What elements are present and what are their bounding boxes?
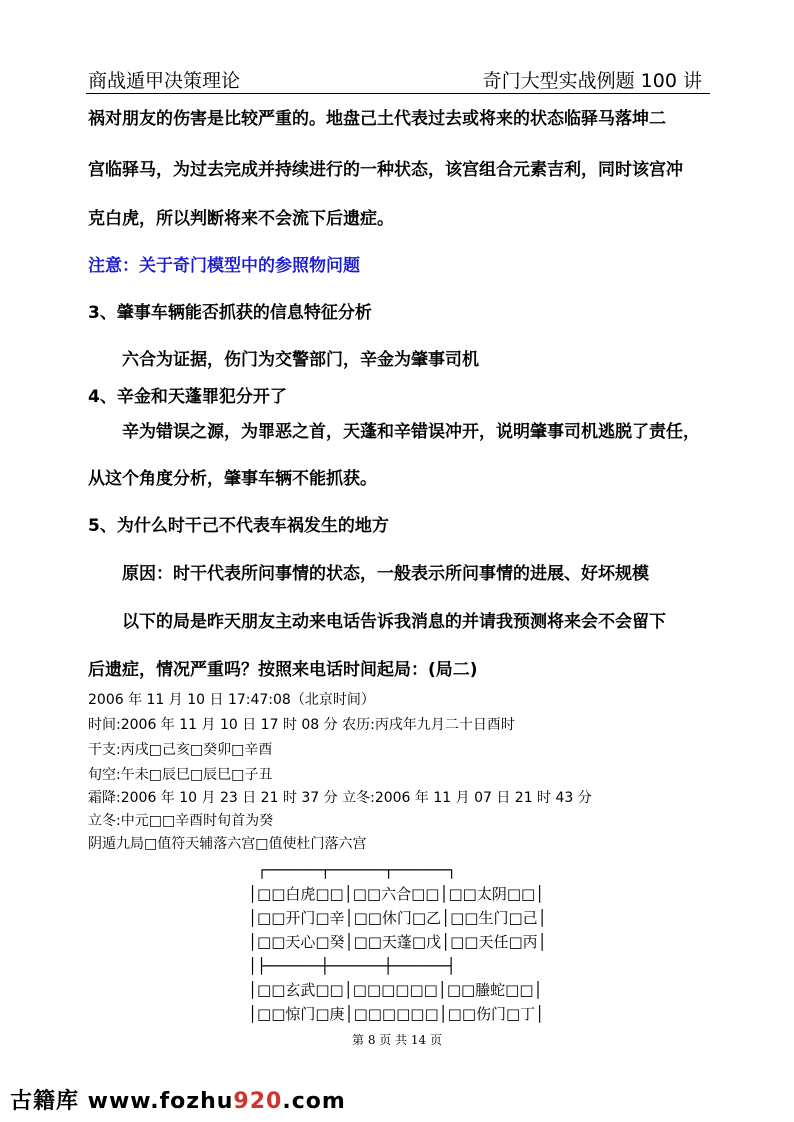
grid-row: │├──────┼──────┼──────┤ xyxy=(248,957,456,975)
section-4-heading: 4、辛金和天蓬罪犯分开了 xyxy=(88,387,287,407)
body-line-3: 克白虎，所以判断将来不会流下后遗症。 xyxy=(88,209,394,229)
paragraph-6-line-2: 后遗症，情况严重吗？按照来电话时间起局：(局二) xyxy=(88,660,478,680)
section-5-text: 原因：时干代表所问事情的状态，一般表示所问事情的进展、好坏规模 xyxy=(122,564,649,584)
brand-prefix: 古籍库 www.fozhu xyxy=(10,1089,234,1114)
chart-info-time: 时间:2006 年 11 月 10 日 17 时 08 分 农历:丙戌年九月二十日酉时 xyxy=(88,717,515,733)
header-rule xyxy=(86,93,710,94)
grid-row: │□□玄武□□│□□□□□□│□□螣蛇□□│ xyxy=(248,981,543,999)
paragraph-6-line-1: 以下的局是昨天朋友主动来电话告诉我消息的并请我预测将来会不会留下 xyxy=(122,612,666,632)
header-left-title: 商战遁甲决策理论 xyxy=(88,70,241,92)
chart-info-solar-terms: 霜降:2006 年 10 月 23 日 21 时 37 分 立冬:2006 年 11 月 07 日 21 时 43 分 xyxy=(88,790,592,806)
grid-row: │□□白虎□□│□□六合□□│□□太阴□□│ xyxy=(248,885,545,903)
chart-info-ganzhi: 干支:丙戌□己亥□癸卯□辛酉 xyxy=(88,742,273,758)
grid-row: │□□惊门□庚│□□□□□□│□□伤门□丁│ xyxy=(248,1005,545,1023)
chart-info-xunkong: 旬空:午未□辰巳□辰巳□子丑 xyxy=(88,767,273,783)
chart-info-datetime: 2006 年 11 月 10 日 17:47:08（北京时间） xyxy=(88,692,375,708)
chart-info-yuan: 立冬:中元□□辛酉时旬首为癸 xyxy=(88,813,274,829)
section-4-text-2: 从这个角度分析，肇事车辆不能抓获。 xyxy=(88,469,377,489)
brand-highlight: 920 xyxy=(233,1089,283,1114)
chart-info-ju: 阴遁九局□值符天辅落六宫□值使杜门落六宫 xyxy=(88,836,367,852)
qimen-grid xyxy=(248,858,547,1026)
body-line-1: 祸对朋友的伤害是比较严重的。地盘己土代表过去或将来的状态临驿马落坤二 xyxy=(88,109,666,129)
section-3-text: 六合为证据，伤门为交警部门，辛金为肇事司机 xyxy=(122,350,479,370)
site-brand[interactable] xyxy=(10,1084,346,1115)
grid-row: │□□开门□辛│□□休门□乙│□□生门□己│ xyxy=(248,909,547,927)
page-number: 第 8 页 共 14 页 xyxy=(352,1033,442,1047)
grid-row: │□□天心□癸│□□天蓬□戊│□□天任□丙│ xyxy=(248,933,547,951)
grid-row: ┌──────┬──────┬──────┐ xyxy=(248,861,457,879)
section-5-heading: 5、为什么时干己不代表车祸发生的地方 xyxy=(88,516,389,536)
header-right-title: 奇门大型实战例题 100 讲 xyxy=(482,70,702,92)
section-4-text-1: 辛为错误之源，为罪恶之首，天蓬和辛错误冲开，说明肇事司机逃脱了责任， xyxy=(122,422,700,442)
note-heading: 注意：关于奇门模型中的参照物问题 xyxy=(88,256,360,276)
section-3-heading: 3、肇事车辆能否抓获的信息特征分析 xyxy=(88,303,372,323)
brand-suffix: .com xyxy=(282,1089,346,1114)
body-line-2: 宫临驿马，为过去完成并持续进行的一种状态，该宫组合元素吉利，同时该宫冲 xyxy=(88,160,683,180)
